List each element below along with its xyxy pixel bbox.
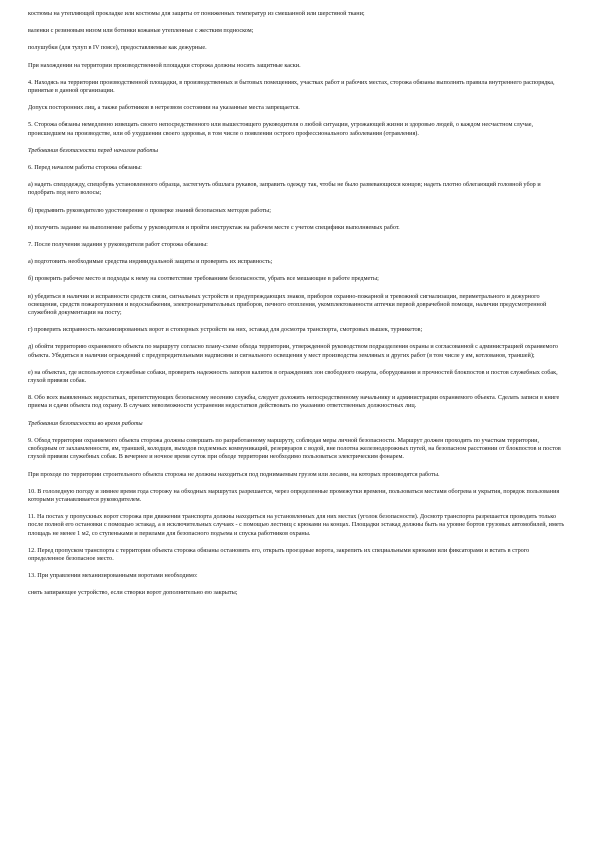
section-heading: Требования безопасности перед началом работы [28, 146, 159, 154]
paragraph: валенки с резиновым низом или ботинки кожаные утепленные с жестким подноском; [28, 27, 254, 35]
paragraph: 5. Сторожа обязаны немедленно извещать своего непосредственного или вышестоящего руководителя о любой ситуации, угрожающей жизни и здоровью людей, о каждом несчастном случае, происшедшем на производстве, или об ухудшении своего здоровья, в том числе о появлении острого профессионального заболевания (отравления). [28, 121, 533, 137]
paragraph: Допуск посторонних лиц, а также работников в нетрезвом состоянии на указанные места запрещается. [28, 104, 300, 112]
paragraph: снять запирающее устройство, если створки ворот дополнительно ею закрыты; [28, 589, 238, 597]
paragraph: 8. Обо всех выявленных недостатках, препятствующих безопасному несению службы, следует доложить непосредственному начальнику и администрации охраняемого объекта. Сделать записи в книге приема и сдачи объекта под охрану. В случаях невозможности устранения недостатков действовать по указанию ответственных должностных лиц. [28, 394, 560, 410]
paragraph: 11. На постах у пропускных ворот сторожа при движении транспорта должны находиться на установленных для них местах (уголок безопасности). Досмотр транспорта разрешается проводить только после полной его остановки с помощью эстакад, а в исключительных случаях - с помощью лестниц с крюками на концах. Площадки эстакад должны быть на уровне бортов грузовых автомобилей, иметь площадь не менее 1 м2, со ступеньками и перилами для безопасного подъема и спуска работников охраны. [28, 513, 565, 537]
paragraph: костюмы на утепляющей прокладке или костюмы для защиты от пониженных температур из смешанной или шерстяной ткани; [28, 10, 365, 17]
paragraph: 7. После получения задания у руководителя работ сторожа обязаны: [28, 241, 208, 249]
paragraph: полушубки (для тулуп в IV поясе), предоставляемые как дежурные. [28, 44, 207, 52]
paragraph: б) предъявить руководителю удостоверение о проверке знаний безопасных методов работы; [28, 206, 271, 214]
paragraph: а) подготовить необходимые средства индивидуальной защиты и проверить их исправность; [28, 258, 273, 266]
paragraph: 13. При управлении механизированными воротами необходимо: [28, 572, 198, 580]
paragraph: б) проверить рабочее место и подходы к нему на соответствие требованиям безопасности, убрать все мешающие в работе предметы; [28, 275, 379, 283]
paragraph: 6. Перед началом работы сторожа обязаны: [28, 164, 142, 172]
paragraph: 9. Обход территории охраняемого объекта сторожа должны совершать по разработанному маршруту, соблюдая меры личной безопасности. Маршрут должен проходить по участкам территории, свободным от захламленности, ям, траншей, колодцев, выходов подземных коммуникаций, резервуаров с водой, вне полотна железнодорожных путей, на безопасном расстоянии от блокпостов и постов глухой привязи служебных собак. В вечернее и ночное время суток при обходе территории необходимо пользоваться электрическим фонарем. [28, 436, 561, 461]
paragraph: г) проверить исправность механизированных ворот и стопорных устройств на них, эстакад для досмотра транспорта, смотровых вышек, турникетов; [28, 326, 423, 334]
paragraph: 4. Находясь на территории производственной площадки, в производственных и бытовых помещениях, участках работ и рабочих местах, сторожа обязаны выполнять правила внутреннего распорядка, принятые в данной организации. [28, 78, 555, 95]
paragraph: 10. В гололедную погоду и зимнее время года сторожу на обходных маршрутах разрешается, через определенные промежутки времени, пользоваться местами обогрева и укрытия, порядок пользования которыми устанавливается руководителем. [28, 487, 560, 503]
paragraph: При нахождении на территории производственной площадки сторожа должны носить защитные каски. [28, 61, 301, 69]
paragraph: е) на объектах, где используются служебные собаки, проверить надежность запоров калиток в ограждениях зон свободного окарула, оборудования и прочностей блокпостов и постов служебных собак, глухой привязи собак. [28, 368, 558, 385]
paragraph: в) получить задание на выполнение работы у руководителя и пройти инструктаж на рабочем месте с учетом специфики выполняемых работ. [28, 223, 400, 231]
paragraph: д) обойти территорию охраняемого объекта по маршруту согласно плану-схеме обхода территории, утвержденной руководством подразделения охраны и согласованной с администрацией охраняемого объекта. Убедиться в наличии ограждений с предупредительными надписями и сигнального освещения у мест производства земляных и других работ (в том числе у ям, котлованов, траншей); [28, 343, 558, 359]
paragraph: При проходе по территории строительного объекта сторожа не должны находиться под поднимаемым грузом или лесами, на которых производятся работы. [28, 470, 440, 478]
paragraph: в) убедиться в наличии и исправности средств связи, сигнальных устройств и предупреждающих знаков, приборов охранно-пожарной и тревожной сигнализации, периметрального и дежурного освещения, средств пожаротушения и водоснабжения, электронагревательных приборов, печного отопления, укомплектованности аптечки первой доврачебной помощи, наличии предусмотренной служебной документации на посту; [28, 292, 547, 317]
paragraph: 12. Перед пропуском транспорта с территории объекта сторожа обязаны остановить его, открыть проездные ворота, закрепить их специальными крюками или фиксаторами и встать в строго определенное безопасное место. [28, 546, 530, 562]
section-heading: Требования безопасности во время работы [28, 419, 143, 427]
paragraph: а) надеть спецодежду, спецобувь установленного образца, застегнуть обшлага рукавов, заправить одежду так, чтобы не было развевающихся концов; надеть плотно облегающий головной убор и подобрать под него волосы; [28, 181, 541, 197]
